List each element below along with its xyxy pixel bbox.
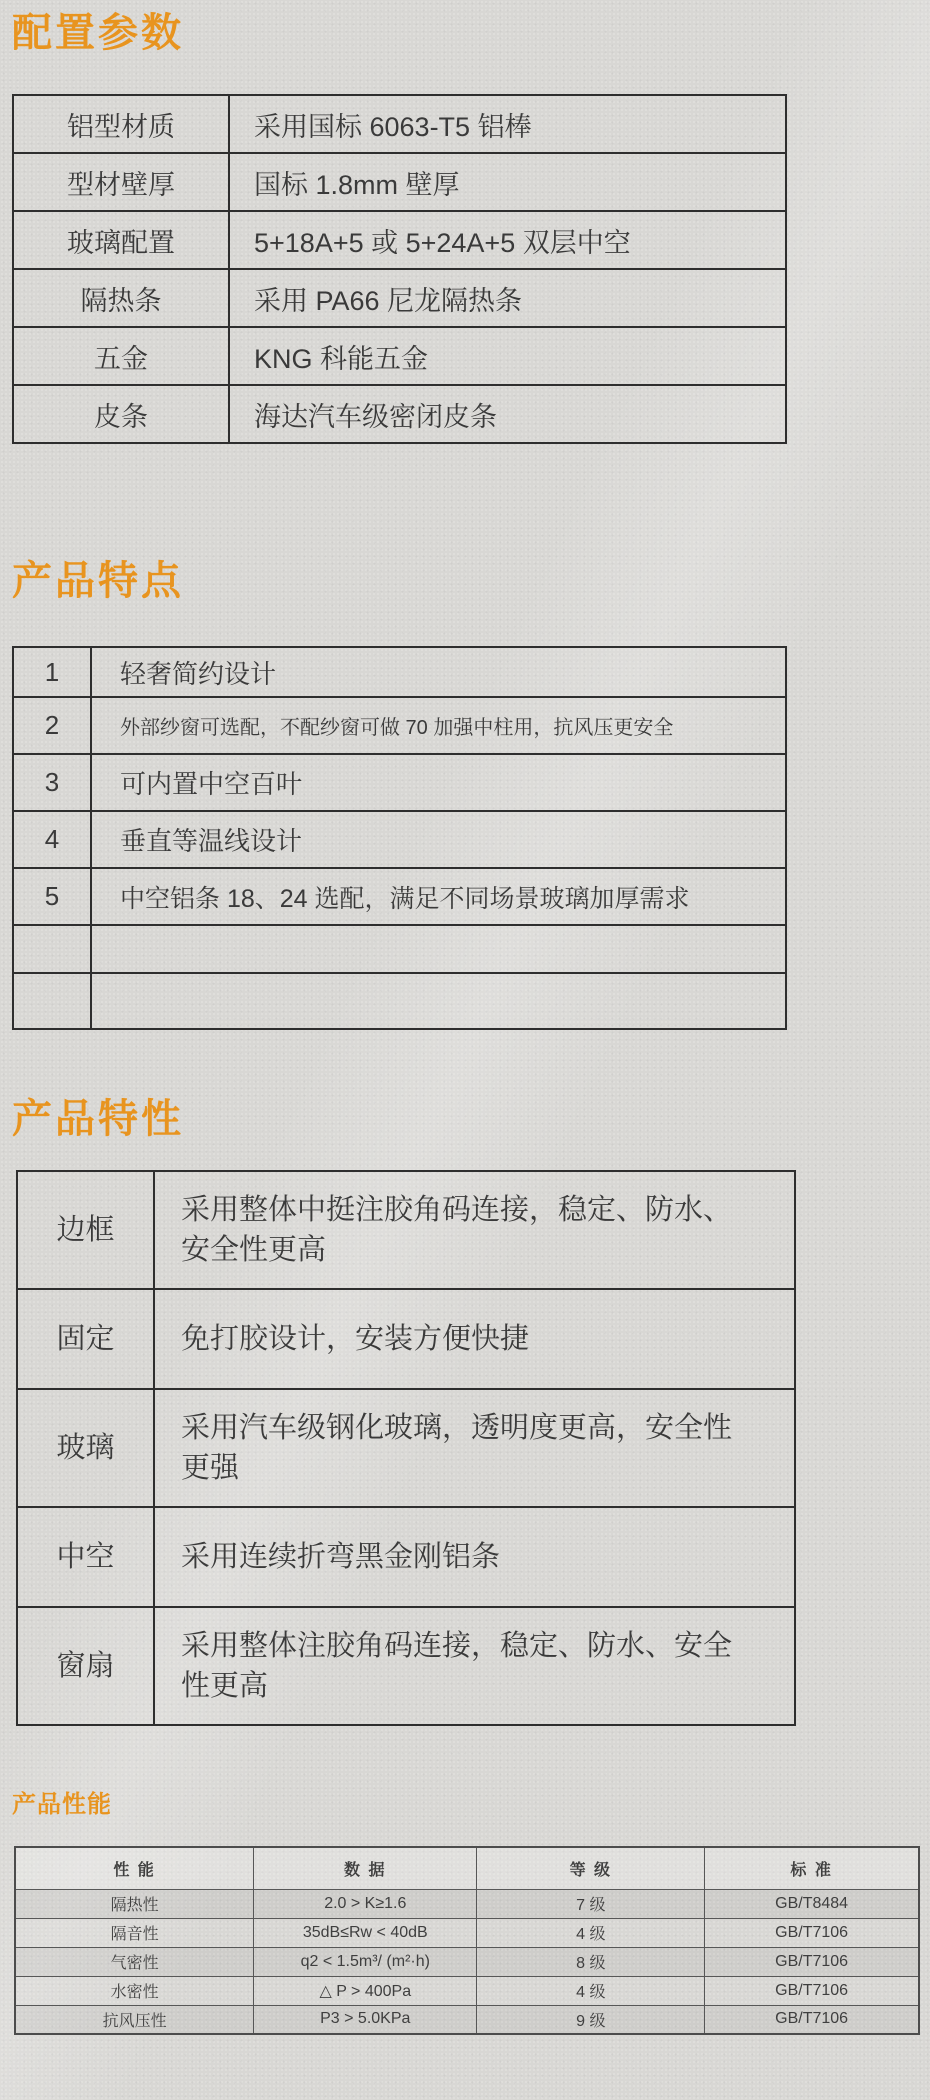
perf-name: 抗风压性 bbox=[15, 2005, 254, 2034]
table-row bbox=[17, 1507, 795, 1607]
table-row bbox=[13, 211, 786, 269]
perf-standard: GB/T7106 bbox=[705, 1976, 919, 2005]
table-row bbox=[15, 1976, 919, 2005]
table-header-row bbox=[15, 1847, 919, 1889]
performance-table bbox=[14, 1846, 920, 2035]
table-row bbox=[13, 868, 786, 925]
trait-key: 边框 bbox=[17, 1171, 154, 1289]
feature-number: 4 bbox=[13, 811, 91, 868]
config-value: 采用国标 6063-T5 铝棒 bbox=[229, 95, 786, 153]
feature-text: 垂直等温线设计 bbox=[91, 811, 786, 868]
feature-text: 可内置中空百叶 bbox=[91, 754, 786, 811]
feature-number bbox=[13, 973, 91, 1029]
perf-standard: GB/T7106 bbox=[705, 2005, 919, 2034]
traits-table bbox=[16, 1170, 796, 1726]
section-gap bbox=[12, 1030, 930, 1094]
feature-text: 中空铝条 18、24 选配，满足不同场景玻璃加厚需求 bbox=[91, 868, 786, 925]
col-header-data: 数 据 bbox=[254, 1847, 477, 1889]
perf-data: △ P > 400Pa bbox=[254, 1976, 477, 2005]
perf-standard: GB/T7106 bbox=[705, 1918, 919, 1947]
table-row bbox=[13, 647, 786, 697]
perf-name: 水密性 bbox=[15, 1976, 254, 2005]
col-header-standard: 标 准 bbox=[705, 1847, 919, 1889]
table-row bbox=[15, 2005, 919, 2034]
trait-value: 采用整体中挺注胶角码连接，稳定、防水、安全性更高 bbox=[154, 1171, 795, 1289]
col-header-grade: 等 级 bbox=[477, 1847, 705, 1889]
trait-value: 采用连续折弯黑金刚铝条 bbox=[154, 1507, 795, 1607]
feature-number: 1 bbox=[13, 647, 91, 697]
table-row-empty bbox=[13, 973, 786, 1029]
config-key: 隔热条 bbox=[13, 269, 229, 327]
trait-key: 中空 bbox=[17, 1507, 154, 1607]
config-key: 皮条 bbox=[13, 385, 229, 443]
config-key: 五金 bbox=[13, 327, 229, 385]
table-row bbox=[15, 1889, 919, 1918]
perf-data: q2 < 1.5m³/ (m²·h) bbox=[254, 1947, 477, 1976]
perf-data: 2.0 > K≥1.6 bbox=[254, 1889, 477, 1918]
feature-text: 外部纱窗可选配，不配纱窗可做 70 加强中柱用，抗风压更安全 bbox=[91, 697, 786, 754]
table-row bbox=[17, 1289, 795, 1389]
perf-grade: 9 级 bbox=[477, 2005, 705, 2034]
config-key: 铝型材质 bbox=[13, 95, 229, 153]
table-row bbox=[13, 95, 786, 153]
table-row bbox=[15, 1918, 919, 1947]
feature-number: 2 bbox=[13, 697, 91, 754]
config-value: 海达汽车级密闭皮条 bbox=[229, 385, 786, 443]
section-title-features: 产品特点 bbox=[12, 559, 184, 603]
config-key: 玻璃配置 bbox=[13, 211, 229, 269]
trait-value: 采用汽车级钢化玻璃，透明度更高，安全性更强 bbox=[154, 1389, 795, 1507]
table-row bbox=[13, 811, 786, 868]
perf-data: P3 > 5.0KPa bbox=[254, 2005, 477, 2034]
perf-name: 气密性 bbox=[15, 1947, 254, 1976]
table-row bbox=[17, 1171, 795, 1289]
section-title-traits: 产品特性 bbox=[12, 1097, 184, 1141]
table-row-empty bbox=[13, 925, 786, 973]
trait-value: 采用整体注胶角码连接，稳定、防水、安全性更高 bbox=[154, 1607, 795, 1725]
section-title-performance: 产品性能 bbox=[12, 1791, 112, 1818]
section-gap bbox=[12, 444, 930, 556]
perf-name: 隔热性 bbox=[15, 1889, 254, 1918]
table-row bbox=[13, 385, 786, 443]
config-table bbox=[12, 94, 787, 444]
features-table bbox=[12, 646, 787, 1030]
feature-number: 3 bbox=[13, 754, 91, 811]
perf-data: 35dB≤Rw < 40dB bbox=[254, 1918, 477, 1947]
trait-key: 玻璃 bbox=[17, 1389, 154, 1507]
table-row bbox=[13, 754, 786, 811]
section-title-config: 配置参数 bbox=[12, 11, 184, 55]
table-row bbox=[17, 1389, 795, 1507]
col-header-performance: 性 能 bbox=[15, 1847, 254, 1889]
feature-text bbox=[91, 973, 786, 1029]
perf-grade: 7 级 bbox=[477, 1889, 705, 1918]
feature-number: 5 bbox=[13, 868, 91, 925]
perf-standard: GB/T7106 bbox=[705, 1947, 919, 1976]
perf-grade: 8 级 bbox=[477, 1947, 705, 1976]
config-value: 5+18A+5 或 5+24A+5 双层中空 bbox=[229, 211, 786, 269]
feature-text: 轻奢简约设计 bbox=[91, 647, 786, 697]
perf-grade: 4 级 bbox=[477, 1918, 705, 1947]
config-value: KNG 科能五金 bbox=[229, 327, 786, 385]
table-row bbox=[13, 153, 786, 211]
config-value: 国标 1.8mm 壁厚 bbox=[229, 153, 786, 211]
config-value: 采用 PA66 尼龙隔热条 bbox=[229, 269, 786, 327]
perf-standard: GB/T8484 bbox=[705, 1889, 919, 1918]
table-row bbox=[13, 327, 786, 385]
feature-text bbox=[91, 925, 786, 973]
section-gap bbox=[12, 1726, 930, 1790]
trait-key: 窗扇 bbox=[17, 1607, 154, 1725]
perf-grade: 4 级 bbox=[477, 1976, 705, 2005]
trait-key: 固定 bbox=[17, 1289, 154, 1389]
feature-number bbox=[13, 925, 91, 973]
table-row bbox=[17, 1607, 795, 1725]
trait-value: 免打胶设计，安装方便快捷 bbox=[154, 1289, 795, 1389]
perf-name: 隔音性 bbox=[15, 1918, 254, 1947]
table-row bbox=[13, 269, 786, 327]
table-row bbox=[13, 697, 786, 754]
table-row bbox=[15, 1947, 919, 1976]
config-key: 型材壁厚 bbox=[13, 153, 229, 211]
